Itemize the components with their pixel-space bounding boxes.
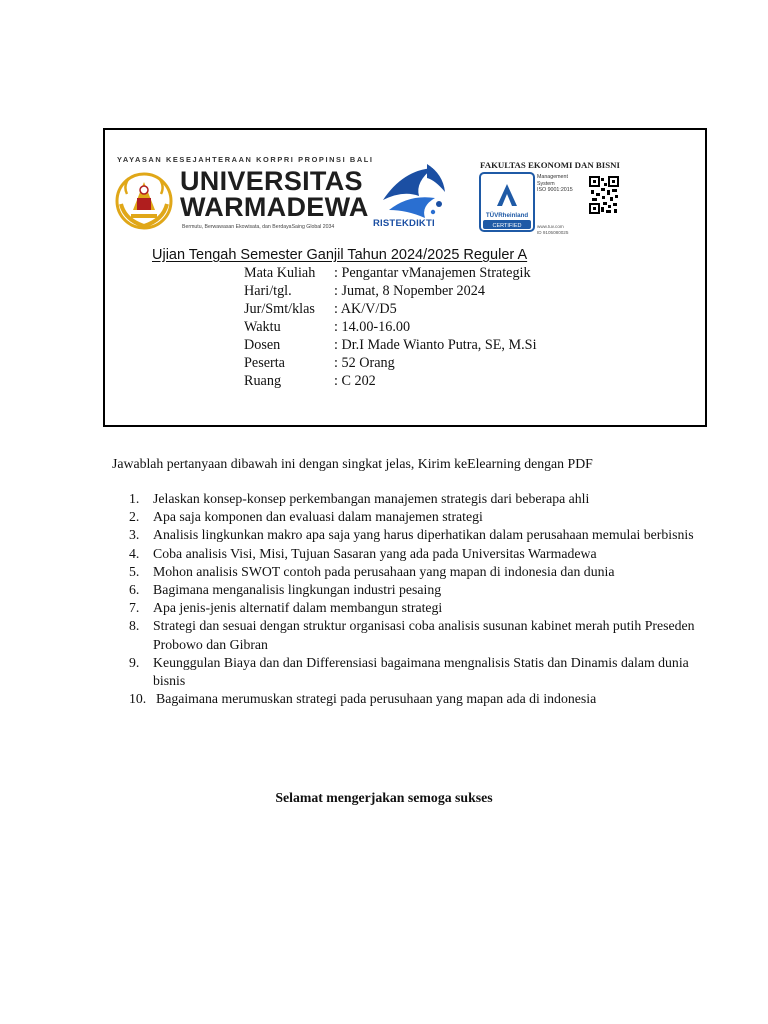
info-value: : AK/V/D5 [334,301,397,317]
question-number: 9. [129,654,140,670]
tuv-web-line: www.tuv.com [537,224,564,229]
exam-title: Ujian Tengah Semester Ganjil Tahun 2024/2025 Reguler A [152,247,528,263]
info-label: Hari/tgl. [244,283,292,299]
question-text: Keunggulan Biaya dan dan Differensiasi bagaimana mengnalisis Statis dan Dinamis dalam dunia bisnis [153,654,689,689]
question-text: Apa jenis-jenis alternatif dalam membangun strategi [153,600,443,616]
tuv-certificate-text [537,174,573,194]
question-text: Jelaskan konsep-konsep perkembangan manajemen strategis dari beberapa ahli [153,491,590,506]
question-item [112,563,712,581]
question-number: 7. [129,600,140,616]
question-item [112,690,712,708]
question-item [112,599,712,617]
question-number: 1. [129,491,140,506]
question-text: Strategi dan sesuai dengan struktur organisasi coba analisis susunan kabinet merah putih Preseden Probowo dan Gibran [153,618,695,652]
question-item [112,545,712,563]
exam-instructions: Jawablah pertanyaan dibawah ini dengan singkat jelas, Kirim keElearning dengan PDF [112,456,593,471]
closing-message: Selamat mengerjakan semoga sukses [275,790,493,805]
question-item [112,581,712,599]
info-label: Ruang [244,373,282,389]
university-name-line1: UNIVERSITAS [180,166,363,196]
question-text: Analisis lingkunkan makro apa saja yang harus diperhatikan dalam perusahaan memulai berbisnis [153,527,694,543]
info-value: : 52 Orang [334,355,395,371]
question-item [112,654,712,690]
question-item [112,526,712,544]
tuv-certified-text: CERTIFIED [492,223,522,229]
question-text: Mohon analisis SWOT contoh pada perusahaan yang mapan di indonesia dan dunia [153,563,615,579]
info-label: Peserta [244,355,285,371]
question-text: Coba analisis Visi, Misi, Tujuan Sasaran yang ada pada Universitas Warmadewa [153,545,597,561]
foundation-name: YAYASAN KESEJAHTERAAN KORPRI PROPINSI BALI [117,155,374,164]
question-item [112,490,712,508]
info-label: Dosen [244,337,281,353]
question-item [112,508,712,526]
ristekdikti-label: RISTEKDIKTI [373,218,435,229]
question-number: 3. [129,527,140,543]
info-value: : Jumat, 8 Nopember 2024 [334,283,485,299]
question-text: Apa saja komponen dan evaluasi dalam manajemen strategi [153,509,483,525]
info-value: : Pengantar vManajemen Strategik [334,265,531,281]
info-label: Waktu [244,319,281,335]
info-row-lecturer [244,337,537,355]
question-number: 2. [129,509,140,525]
info-value: : 14.00-16.00 [334,319,411,335]
question-item [112,617,712,653]
exam-info-table [244,265,537,391]
tuv-text-line: System [537,180,555,187]
question-number: 10. [129,691,147,707]
question-number: 4. [129,545,140,561]
tuv-text-line: ISO 9001:2015 [537,187,573,193]
info-row-class [244,301,537,319]
tuv-website-text [537,224,568,235]
faculty-name: FAKULTAS EKONOMI DAN BISNI [480,160,620,170]
tuv-brand-text: TÜVRheinland [485,212,529,219]
question-number: 6. [129,582,140,598]
university-seal-logo [113,168,175,230]
info-label: Jur/Smt/klas [244,301,315,317]
tuv-text-line: Management [537,174,568,180]
qr-code-icon [589,176,619,214]
info-row-time [244,319,537,337]
tuv-web-line: ID 9105080025 [537,229,569,235]
question-number: 8. [129,618,140,634]
exam-header-box [103,128,707,427]
university-name [180,168,369,220]
info-value: : C 202 [334,373,376,389]
info-row-participants [244,355,537,373]
university-name-line2: WARMADEWA [180,192,369,222]
question-list [112,490,712,708]
info-row-room [244,373,537,391]
info-row-course [244,265,537,283]
question-number: 5. [129,563,140,579]
university-motto: Bermutu, Berwawasan Ekowisata, dan BerdayaSaing Global 2034 [182,224,335,230]
info-value: : Dr.I Made Wianto Putra, SE, M.Si [334,337,537,353]
info-row-date [244,283,537,301]
tuv-certification-logo [479,172,535,232]
question-text: Bagaimana merumuskan strategi pada perusuhaan yang mapan ada di indonesia [156,691,597,707]
question-text: Bagimana menganalisis lingkungan industri pesaing [153,582,442,598]
info-label: Mata Kuliah [244,265,316,281]
